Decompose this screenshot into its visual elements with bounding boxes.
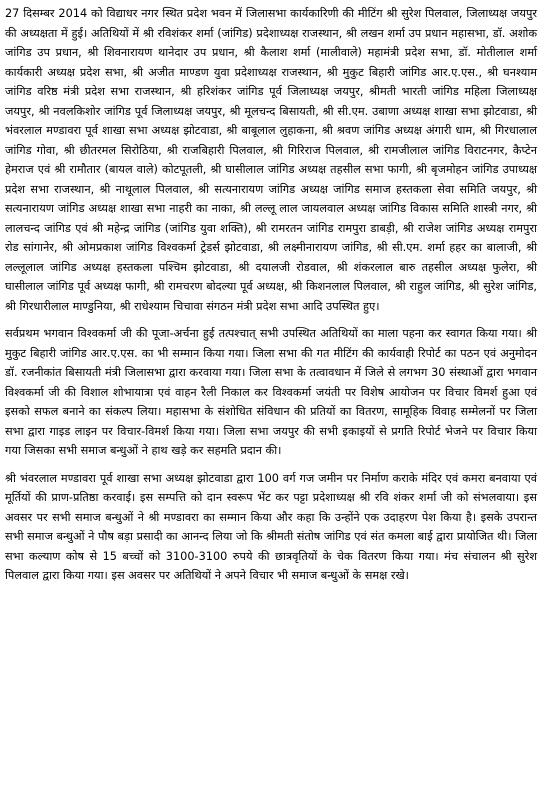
article-paragraph-attendees: 27 दिसम्बर 2014 को विद्याधर नगर स्थित प्रदेश भवन में जिलासभा कार्यकारिणी की मीटिंग श्री सुरेश पिलवाल, जिलाध्यक्ष जयपुर की अध्यक्षता में हुई। अतिथियों में श्री रविशंकर शर्मा (जांगिड) प्रदेशाध्यक्ष राजस्थान, श्री लखन शर्मा उप प्रधान महासभा, डॉ. अशोक जांगिड उप प्रधान, श्री शिवनारायण थानेदार उप प्रधान, श्री कैलाश शर्मा (मालीवाले) महामंत्री प्रदेश सभा, डॉ. मोतीलाल शर्मा कार्यकारी अध्यक्ष प्रदेश सभा, श्री अजीत माण्डण युवा प्रदेशाध्यक्ष राजस्थान, श्री मुकुट बिहारी जांगिड आर.ए.एस., श्री घनश्याम जांगिड वरिष्ठ मंत्री प्रदेश सभा राजस्थान, श्री हरिशंकर जांगिड पूर्व जिलाध्यक्ष जयपुर, श्रीमती भारती जांगिड महिला जिलाध्यक्ष जयपुर, श्री नवलकिशोर जांगिड पूर्व जिलाध्यक्ष जयपुर, श्री मूलचन्द बिसायती, श्री सी.एम. उबाणा अध्यक्ष शाखा सभा झोटवाडा, श्री भंवरलाल मण्डावरा पूर्व शाखा सभा अध्यक्ष झोटवाडा, श्री बाबूलाल लुहाकना, श्री श्रवण जांगिड अध्यक्ष अंगारी धाम, श्री गिरधालाल जांगिड गोवा, श्री छीतरमल सिरोठिया, श्री राजबिहारी पिलवाल, श्री गिरिराज पिलवाल, श्री रामजीलाल जांगिड विराटनगर, कैप्टेन हेमराज एवं श्री रामौतार (बायल वाले) कोटपूतली, श्री घासीलाल जांगिड अध्यक्ष तहसील सभा फागी, श्री बृजमोहन जांगिड उपाध्यक्ष प्रदेश सभा राजस्थान, श्री नाथूलाल पिलवाल, श्री सत्यनारायण जांगिड अध्यक्ष जांगिड समाज हस्तकला सेवा समिति जयपुर, श्री सत्यनारायण जांगिड अध्यक्ष शाखा सभा नाहरी का नाका, श्री लल्लू लाल जायलवाल अध्यक्ष जांगिड विकास समिति शास्त्री नगर, श्री लालचन्द जांगिड एवं श्री महेन्द्र जांगिड (जांगिड युवा शक्ति), श्री रामरतन जांगिड रामपुरा डाबड़ी, श्री राजेश जांगिड अध्यक्ष रामपुरा रोड सांगानेर, श्री ओमप्रकाश जांगिड विश्वकर्मा ट्रेडर्स झोटवाडा, श्री लक्ष्मीनारायण जांगिड, श्री सी.एम. शर्मा हहर का बालाजी, श्री लल्लूलाल जांगिड अध्यक्ष हस्तकला पश्चिम झोटवाडा, श्री दयालजी रोडवाल, श्री शंकरलाल बारु तहसील अध्यक्ष फुलेरा, श्री घासीलाल जांगिड पूर्व अध्यक्ष फागी, श्री रामचरण बोदल्या पूर्व अध्यक्ष, श्री किशनलाल पिलवाल, श्री राहुल जांगिड, श्री सुरेश जांगिड, श्री गिरधारीलाल माण्डुनिया, श्री राधेश्याम चिचावा संगठन मंत्री प्रदेश सभा आदि उपस्थित हुए। bbox=[5, 7, 537, 313]
article-paragraph-donation: श्री भंवरलाल मण्डावरा पूर्व शाखा सभा अध्यक्ष झोटवाडा द्वारा 100 वर्ग गज जमीन पर निर्माण कराके मंदिर एवं कमरा बनवाया एवं मूर्तियों की प्राण-प्रतिष्ठा करवाई। इस सम्पत्ति को दान स्वरूप भेंट कर पट्टा प्रदेशाध्यक्ष श्री रवि शंकर शर्मा जी को संभलवाया। इस अवसर पर सभी समाज बन्धुओं ने श्री मण्डावरा का सम्मान किया और कहा कि उन्होंने एक उदाहरण पेश किया है। इसके उपरान्त सभी समाज बन्धुओं ने पौष बड़ा प्रसादी का आनन्द लिया जो कि श्रीमती संतोष जांगिड एवं संत कमला बाई द्वारा प्रायोजित थी। जिला सभा कल्याण कोष से 15 बच्चों को 3100-3100 रुपये की छात्रवृतियों के चेक वितरण किया गया। मंच संचालन श्री सुरेश पिलवाल द्वारा किया गया। इस अवसर पर अतिथियों ने अपने विचार भी समाज बन्धुओं के समक्ष रखे। bbox=[5, 471, 537, 582]
article-paragraph-proceedings: सर्वप्रथम भगवान विश्वकर्मा जी की पूजा-अर्चना हुई तत्पश्चात् सभी उपस्थित अतिथियों का माला पहना कर स्वागत किया गया। श्री मुकुट बिहारी जांगिड आर.ए.एस. का भी सम्मान किया गया। जिला सभा की गत मीटिंग की कार्यवाही रिपोर्ट का पठन एवं अनुमोदन डॉ. रजनीकांत बिसायती मंत्री जिलासभा द्वारा करवाया गया। जिला सभा के तत्वावधान में जिले से लगभग 30 संस्थाओं द्वारा भगवान विश्वकर्मा जी की विशाल शोभायात्रा एवं वाहन रैली निकाल कर विश्वकर्मा जयंती पर विशेष आयोजन पर विचार विमर्श हुआ एवं इसको सफल बनाने का संकल्प लिया। महासभा के संशोधित संविधान की प्रतियों का वितरण, सामूहिक विवाह सम्मेलनों पर जिला सभा द्वारा गाइड लाइन पर विचार-विमर्श किया गया। जिला सभा जयपुर की सभी इकाइयों से प्रगति रिपोर्ट भेजने पर विचार किया गया जिसका सभी समाज बन्धुओं ने हाथ खड़े कर सहमति प्रदान की। bbox=[5, 327, 537, 457]
